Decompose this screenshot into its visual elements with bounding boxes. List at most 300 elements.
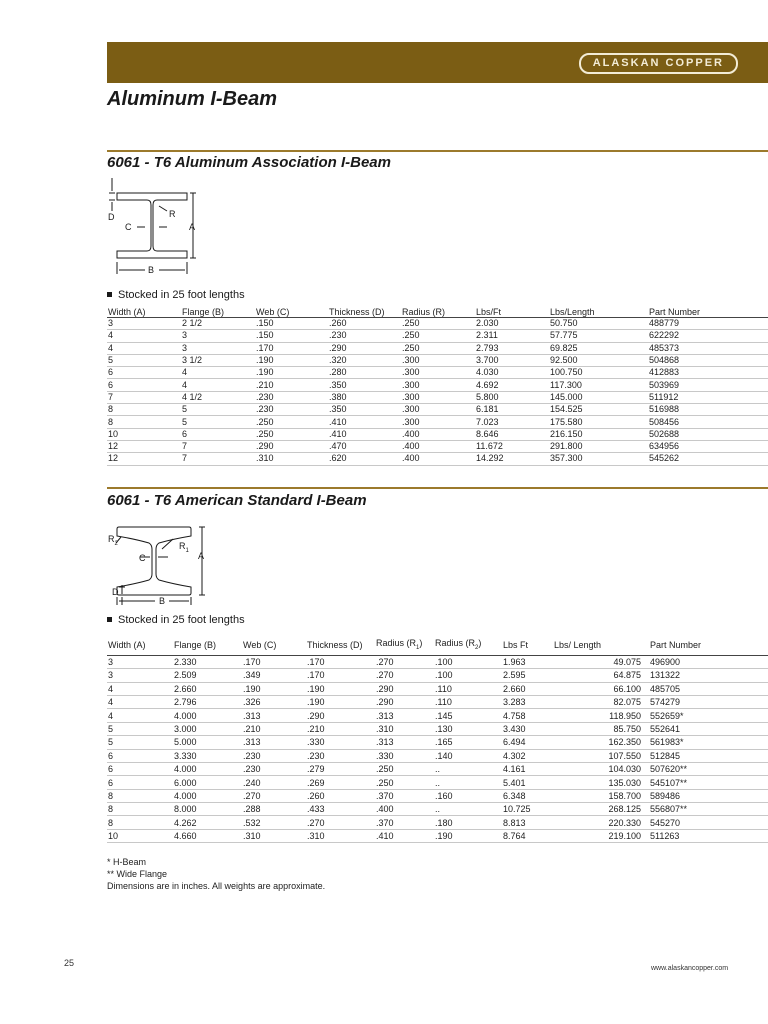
table-cell: .110 bbox=[434, 695, 502, 708]
aa-label-b: B bbox=[148, 265, 155, 275]
table-cell: 2.595 bbox=[502, 669, 553, 682]
col-part-number: Part Number bbox=[648, 307, 768, 318]
table-cell: .410 bbox=[328, 416, 401, 428]
table-cell: 8.813 bbox=[502, 816, 553, 829]
table-cell: .326 bbox=[242, 695, 306, 708]
table-cell: 5.800 bbox=[475, 391, 549, 403]
table-cell: .190 bbox=[242, 682, 306, 695]
as-label-r1: $R_1$ bbox=[179, 541, 189, 554]
col-web: Web (C) bbox=[255, 307, 328, 318]
table-cell: .313 bbox=[242, 709, 306, 722]
table-cell: 3.330 bbox=[173, 749, 242, 762]
table-cell: 2.796 bbox=[173, 695, 242, 708]
footnote-wide-flange: ** Wide Flange bbox=[107, 869, 168, 879]
col-radius: Radius (R) bbox=[401, 307, 475, 318]
table-row bbox=[107, 736, 768, 749]
table-cell: .300 bbox=[401, 416, 475, 428]
table-row bbox=[107, 669, 768, 682]
table-cell: 4 bbox=[107, 342, 181, 354]
table-cell: .160 bbox=[434, 789, 502, 802]
table-cell: 219.100 bbox=[553, 829, 649, 842]
table-cell: 1.963 bbox=[502, 655, 553, 668]
table-cell: .230 bbox=[255, 391, 328, 403]
table-cell: .400 bbox=[401, 440, 475, 452]
table-cell: 4.692 bbox=[475, 379, 549, 391]
as-label-r2: $R_2$ bbox=[108, 534, 118, 547]
table-cell: .350 bbox=[328, 404, 401, 416]
table-cell: .250 bbox=[401, 330, 475, 342]
table-cell: .370 bbox=[375, 816, 434, 829]
table-cell: .230 bbox=[328, 330, 401, 342]
table-cell: 4 bbox=[107, 709, 173, 722]
as-ibeam-table bbox=[107, 636, 768, 843]
aa-ibeam-table bbox=[107, 307, 768, 466]
col-width: Width (A) bbox=[107, 307, 181, 318]
table-cell: 8.646 bbox=[475, 428, 549, 440]
table-cell: 5 bbox=[107, 736, 173, 749]
table-cell: .288 bbox=[242, 803, 306, 816]
table-cell: .310 bbox=[242, 829, 306, 842]
table-cell: 574279 bbox=[649, 695, 768, 708]
aa-label-c: C bbox=[125, 222, 132, 232]
table-cell: 100.750 bbox=[549, 367, 648, 379]
table-row bbox=[107, 342, 768, 354]
table-cell: 6 bbox=[107, 762, 173, 775]
table-cell: 4.262 bbox=[173, 816, 242, 829]
table-cell: 4.302 bbox=[502, 749, 553, 762]
table-cell: 6.494 bbox=[502, 736, 553, 749]
table-cell: 3 bbox=[181, 342, 255, 354]
table-cell: 2.509 bbox=[173, 669, 242, 682]
table-row bbox=[107, 404, 768, 416]
table-cell: .230 bbox=[242, 749, 306, 762]
section1-stock-text: Stocked in 25 foot lengths bbox=[118, 289, 245, 301]
section1-title: 6061 - T6 Aluminum Association I-Beam bbox=[107, 154, 391, 171]
table-cell: .250 bbox=[255, 428, 328, 440]
table-cell: 12 bbox=[107, 440, 181, 452]
table-cell: 117.300 bbox=[549, 379, 648, 391]
table-cell: 504868 bbox=[648, 354, 768, 366]
table-cell: 5 bbox=[181, 404, 255, 416]
section2-rule bbox=[107, 487, 768, 489]
table-cell: 216.150 bbox=[549, 428, 648, 440]
table-cell: 8 bbox=[107, 416, 181, 428]
table-cell: .300 bbox=[401, 391, 475, 403]
table-cell: 291.800 bbox=[549, 440, 648, 452]
table-cell: 154.525 bbox=[549, 404, 648, 416]
section1-stock-note bbox=[107, 289, 245, 301]
table-cell: 85.750 bbox=[553, 722, 649, 735]
table-cell: 10 bbox=[107, 829, 173, 842]
table-cell: .310 bbox=[375, 722, 434, 735]
table-cell: .410 bbox=[375, 829, 434, 842]
table-cell: .210 bbox=[255, 379, 328, 391]
table-cell: .190 bbox=[306, 682, 375, 695]
table-cell: .210 bbox=[306, 722, 375, 735]
table-cell: 8 bbox=[107, 404, 181, 416]
table-cell: 6 bbox=[107, 749, 173, 762]
table-cell: .190 bbox=[255, 354, 328, 366]
table-cell: .400 bbox=[375, 803, 434, 816]
table-cell: .250 bbox=[255, 416, 328, 428]
table-cell: .240 bbox=[242, 776, 306, 789]
table-cell: 622292 bbox=[648, 330, 768, 342]
section2-stock-note bbox=[107, 614, 245, 626]
table-cell: .170 bbox=[306, 669, 375, 682]
table-cell: 5.000 bbox=[173, 736, 242, 749]
table-cell: 6.348 bbox=[502, 789, 553, 802]
table-cell: 3.700 bbox=[475, 354, 549, 366]
table-cell: .433 bbox=[306, 803, 375, 816]
table-row bbox=[107, 789, 768, 802]
table-cell: .410 bbox=[328, 428, 401, 440]
col-lbs-length: Lbs/ Length bbox=[553, 636, 649, 655]
table-cell: 552659* bbox=[649, 709, 768, 722]
as-label-d: D bbox=[112, 587, 119, 597]
table-row bbox=[107, 695, 768, 708]
table-cell: 8.000 bbox=[173, 803, 242, 816]
table-cell: .270 bbox=[375, 655, 434, 668]
table-cell: .150 bbox=[255, 318, 328, 330]
table-cell: 3 bbox=[107, 318, 181, 330]
table-row bbox=[107, 682, 768, 695]
table-cell: 4.030 bbox=[475, 367, 549, 379]
table-cell: 14.292 bbox=[475, 453, 549, 465]
table-row bbox=[107, 330, 768, 342]
table-row bbox=[107, 749, 768, 762]
table-cell: .380 bbox=[328, 391, 401, 403]
table-cell: 11.672 bbox=[475, 440, 549, 452]
table-cell: 4.161 bbox=[502, 762, 553, 775]
section2-title: 6061 - T6 American Standard I-Beam bbox=[107, 492, 367, 509]
table-cell: 3 bbox=[181, 330, 255, 342]
table-cell: .210 bbox=[242, 722, 306, 735]
table-cell: 511912 bbox=[648, 391, 768, 403]
table-cell: 508456 bbox=[648, 416, 768, 428]
table-cell: 220.330 bbox=[553, 816, 649, 829]
table-cell: 7.023 bbox=[475, 416, 549, 428]
table-cell: .165 bbox=[434, 736, 502, 749]
table-row bbox=[107, 722, 768, 735]
table-cell: .170 bbox=[255, 342, 328, 354]
table-cell: 4 bbox=[107, 682, 173, 695]
table-cell: .230 bbox=[306, 749, 375, 762]
table-cell: .532 bbox=[242, 816, 306, 829]
table-cell: 10.725 bbox=[502, 803, 553, 816]
table-cell: .290 bbox=[375, 695, 434, 708]
table-cell: .269 bbox=[306, 776, 375, 789]
table-cell: .250 bbox=[375, 776, 434, 789]
table-cell: 3.283 bbox=[502, 695, 553, 708]
table-cell: 7 bbox=[107, 391, 181, 403]
aa-ibeam-diagram bbox=[107, 178, 207, 280]
table-cell: .260 bbox=[328, 318, 401, 330]
table-cell: 4 1/2 bbox=[181, 391, 255, 403]
table-cell: .313 bbox=[242, 736, 306, 749]
table-cell: .130 bbox=[434, 722, 502, 735]
table-cell: 3.430 bbox=[502, 722, 553, 735]
table-row bbox=[107, 453, 768, 465]
table-cell: .230 bbox=[242, 762, 306, 775]
col-web: Web (C) bbox=[242, 636, 306, 655]
table-cell: .280 bbox=[328, 367, 401, 379]
as-label-c: C bbox=[139, 553, 146, 563]
table-cell: 158.700 bbox=[553, 789, 649, 802]
col-thickness: Thickness (D) bbox=[306, 636, 375, 655]
table-row bbox=[107, 416, 768, 428]
table-cell: .320 bbox=[328, 354, 401, 366]
table-cell: .290 bbox=[306, 709, 375, 722]
table-cell: 49.075 bbox=[553, 655, 649, 668]
table-cell: 12 bbox=[107, 453, 181, 465]
table-cell: 503969 bbox=[648, 379, 768, 391]
table-cell: 4 bbox=[181, 379, 255, 391]
table-cell: .. bbox=[434, 776, 502, 789]
table-cell: .170 bbox=[306, 655, 375, 668]
table-cell: 2.030 bbox=[475, 318, 549, 330]
table-cell: 118.950 bbox=[553, 709, 649, 722]
table-cell: .300 bbox=[401, 354, 475, 366]
table-cell: 7 bbox=[181, 453, 255, 465]
table-cell: 589486 bbox=[649, 789, 768, 802]
col-lbs-length: Lbs/Length bbox=[549, 307, 648, 318]
table-cell: 516988 bbox=[648, 404, 768, 416]
table-cell: 3 1/2 bbox=[181, 354, 255, 366]
table-cell: 561983* bbox=[649, 736, 768, 749]
table-cell: .400 bbox=[401, 428, 475, 440]
table-cell: 2.660 bbox=[173, 682, 242, 695]
table-cell: 511263 bbox=[649, 829, 768, 842]
table-cell: .330 bbox=[375, 749, 434, 762]
table-cell: 6 bbox=[107, 776, 173, 789]
table-cell: 5.401 bbox=[502, 776, 553, 789]
table-cell: .290 bbox=[328, 342, 401, 354]
aa-label-r: R bbox=[169, 209, 176, 219]
table-cell: 8 bbox=[107, 816, 173, 829]
table-cell: 104.030 bbox=[553, 762, 649, 775]
table-cell: .330 bbox=[306, 736, 375, 749]
table-cell: .250 bbox=[401, 342, 475, 354]
table-cell: 502688 bbox=[648, 428, 768, 440]
table-row bbox=[107, 776, 768, 789]
table-cell: .250 bbox=[375, 762, 434, 775]
table-cell: 545107** bbox=[649, 776, 768, 789]
table-cell: .313 bbox=[375, 709, 434, 722]
table-cell: 6.000 bbox=[173, 776, 242, 789]
col-lbs-ft: Lbs/Ft bbox=[475, 307, 549, 318]
table-cell: 485705 bbox=[649, 682, 768, 695]
table-header-row bbox=[107, 636, 768, 655]
table-cell: 3 bbox=[107, 669, 173, 682]
table-cell: 512845 bbox=[649, 749, 768, 762]
table-cell: 4 bbox=[107, 695, 173, 708]
table-cell: .250 bbox=[401, 318, 475, 330]
table-cell: 6.181 bbox=[475, 404, 549, 416]
table-cell: .100 bbox=[434, 655, 502, 668]
table-cell: 162.350 bbox=[553, 736, 649, 749]
table-cell: 82.075 bbox=[553, 695, 649, 708]
col-radius-2: Radius $(R_2)$ bbox=[434, 636, 502, 655]
table-cell: 6 bbox=[181, 428, 255, 440]
table-row bbox=[107, 354, 768, 366]
col-thickness: Thickness (D) bbox=[328, 307, 401, 318]
table-cell: 4 bbox=[107, 330, 181, 342]
table-cell: 4.660 bbox=[173, 829, 242, 842]
table-cell: 92.500 bbox=[549, 354, 648, 366]
table-row bbox=[107, 379, 768, 391]
table-cell: .270 bbox=[306, 816, 375, 829]
table-cell: .230 bbox=[255, 404, 328, 416]
table-cell: 6 bbox=[107, 367, 181, 379]
table-cell: 5 bbox=[107, 722, 173, 735]
table-row bbox=[107, 829, 768, 842]
table-cell: .270 bbox=[242, 789, 306, 802]
page-title: Aluminum I-Beam bbox=[107, 88, 278, 110]
table-cell: 507620** bbox=[649, 762, 768, 775]
table-cell: 57.775 bbox=[549, 330, 648, 342]
table-cell: .310 bbox=[306, 829, 375, 842]
table-row bbox=[107, 762, 768, 775]
table-cell: 69.825 bbox=[549, 342, 648, 354]
page-number: 25 bbox=[64, 958, 75, 968]
table-cell: 5 bbox=[107, 354, 181, 366]
table-cell: .620 bbox=[328, 453, 401, 465]
table-cell: 412883 bbox=[648, 367, 768, 379]
table-cell: .349 bbox=[242, 669, 306, 682]
table-cell: 268.125 bbox=[553, 803, 649, 816]
table-cell: 6 bbox=[107, 379, 181, 391]
table-cell: 8 bbox=[107, 803, 173, 816]
table-cell: 552641 bbox=[649, 722, 768, 735]
as-ibeam-diagram bbox=[107, 519, 207, 609]
table-cell: 634956 bbox=[648, 440, 768, 452]
footnote-dimensions: Dimensions are in inches. All weights are approximate. bbox=[107, 881, 326, 891]
section2-stock-text: Stocked in 25 foot lengths bbox=[118, 614, 245, 626]
table-cell: 107.550 bbox=[553, 749, 649, 762]
table-row bbox=[107, 391, 768, 403]
table-row bbox=[107, 803, 768, 816]
table-cell: .279 bbox=[306, 762, 375, 775]
table-cell: .290 bbox=[375, 682, 434, 695]
table-cell: 8 bbox=[107, 789, 173, 802]
table-cell: .470 bbox=[328, 440, 401, 452]
table-cell: 2.311 bbox=[475, 330, 549, 342]
table-cell: .290 bbox=[255, 440, 328, 452]
table-cell: 135.030 bbox=[553, 776, 649, 789]
table-cell: 10 bbox=[107, 428, 181, 440]
table-cell: 50.750 bbox=[549, 318, 648, 330]
footnote-h-beam: * H-Beam bbox=[107, 857, 147, 867]
table-row bbox=[107, 709, 768, 722]
table-header-row bbox=[107, 307, 768, 318]
bullet-icon bbox=[107, 617, 112, 622]
table-cell: .300 bbox=[401, 379, 475, 391]
table-row bbox=[107, 816, 768, 829]
table-cell: 545262 bbox=[648, 453, 768, 465]
table-row bbox=[107, 655, 768, 668]
table-cell: .180 bbox=[434, 816, 502, 829]
header-banner bbox=[107, 42, 768, 83]
table-cell: 556807** bbox=[649, 803, 768, 816]
table-cell: .140 bbox=[434, 749, 502, 762]
table-cell: 2.660 bbox=[502, 682, 553, 695]
table-cell: .350 bbox=[328, 379, 401, 391]
table-cell: .110 bbox=[434, 682, 502, 695]
table-cell: .310 bbox=[255, 453, 328, 465]
table-cell: 485373 bbox=[648, 342, 768, 354]
col-radius-1: Radius $(R_1)$ bbox=[375, 636, 434, 655]
table-cell: 4.000 bbox=[173, 762, 242, 775]
table-cell: .190 bbox=[255, 367, 328, 379]
section1-rule bbox=[107, 150, 768, 152]
table-cell: 7 bbox=[181, 440, 255, 452]
table-cell: 5 bbox=[181, 416, 255, 428]
table-cell: 4.000 bbox=[173, 789, 242, 802]
aa-label-a: A bbox=[189, 222, 196, 232]
brand-logo: ALASKAN COPPER bbox=[579, 53, 738, 74]
col-part-number: Part Number bbox=[649, 636, 768, 655]
table-cell: .300 bbox=[401, 367, 475, 379]
table-cell: .145 bbox=[434, 709, 502, 722]
table-row bbox=[107, 318, 768, 330]
as-label-a: A bbox=[198, 551, 205, 561]
table-cell: .. bbox=[434, 803, 502, 816]
table-cell: 175.580 bbox=[549, 416, 648, 428]
table-cell: 4.000 bbox=[173, 709, 242, 722]
table-row bbox=[107, 428, 768, 440]
table-row bbox=[107, 440, 768, 452]
website-url: www.alaskancopper.com bbox=[651, 965, 729, 972]
table-cell: .100 bbox=[434, 669, 502, 682]
table-cell: .170 bbox=[242, 655, 306, 668]
table-cell: 4.758 bbox=[502, 709, 553, 722]
bullet-icon bbox=[107, 292, 112, 297]
table-cell: .400 bbox=[401, 453, 475, 465]
table-cell: 3 bbox=[107, 655, 173, 668]
table-cell: 357.300 bbox=[549, 453, 648, 465]
table-cell: .300 bbox=[401, 404, 475, 416]
table-cell: 488779 bbox=[648, 318, 768, 330]
table-cell: .270 bbox=[375, 669, 434, 682]
col-flange: Flange (B) bbox=[173, 636, 242, 655]
table-cell: 3.000 bbox=[173, 722, 242, 735]
table-cell: 64.875 bbox=[553, 669, 649, 682]
col-flange: Flange (B) bbox=[181, 307, 255, 318]
table-cell: 4 bbox=[181, 367, 255, 379]
table-cell: .. bbox=[434, 762, 502, 775]
table-cell: .190 bbox=[434, 829, 502, 842]
col-width: Width (A) bbox=[107, 636, 173, 655]
table-cell: 145.000 bbox=[549, 391, 648, 403]
table-cell: .260 bbox=[306, 789, 375, 802]
table-row bbox=[107, 367, 768, 379]
as-label-b: B bbox=[159, 596, 166, 606]
table-cell: .150 bbox=[255, 330, 328, 342]
table-cell: 66.100 bbox=[553, 682, 649, 695]
col-lbs-ft: Lbs Ft bbox=[502, 636, 553, 655]
footnotes bbox=[107, 856, 325, 892]
aa-label-d: D bbox=[108, 212, 115, 222]
table-cell: 2.793 bbox=[475, 342, 549, 354]
table-cell: .190 bbox=[306, 695, 375, 708]
table-cell: 8.764 bbox=[502, 829, 553, 842]
table-cell: 2.330 bbox=[173, 655, 242, 668]
table-cell: .370 bbox=[375, 789, 434, 802]
table-cell: 131322 bbox=[649, 669, 768, 682]
table-cell: 545270 bbox=[649, 816, 768, 829]
table-cell: 496900 bbox=[649, 655, 768, 668]
table-cell: 2 1/2 bbox=[181, 318, 255, 330]
